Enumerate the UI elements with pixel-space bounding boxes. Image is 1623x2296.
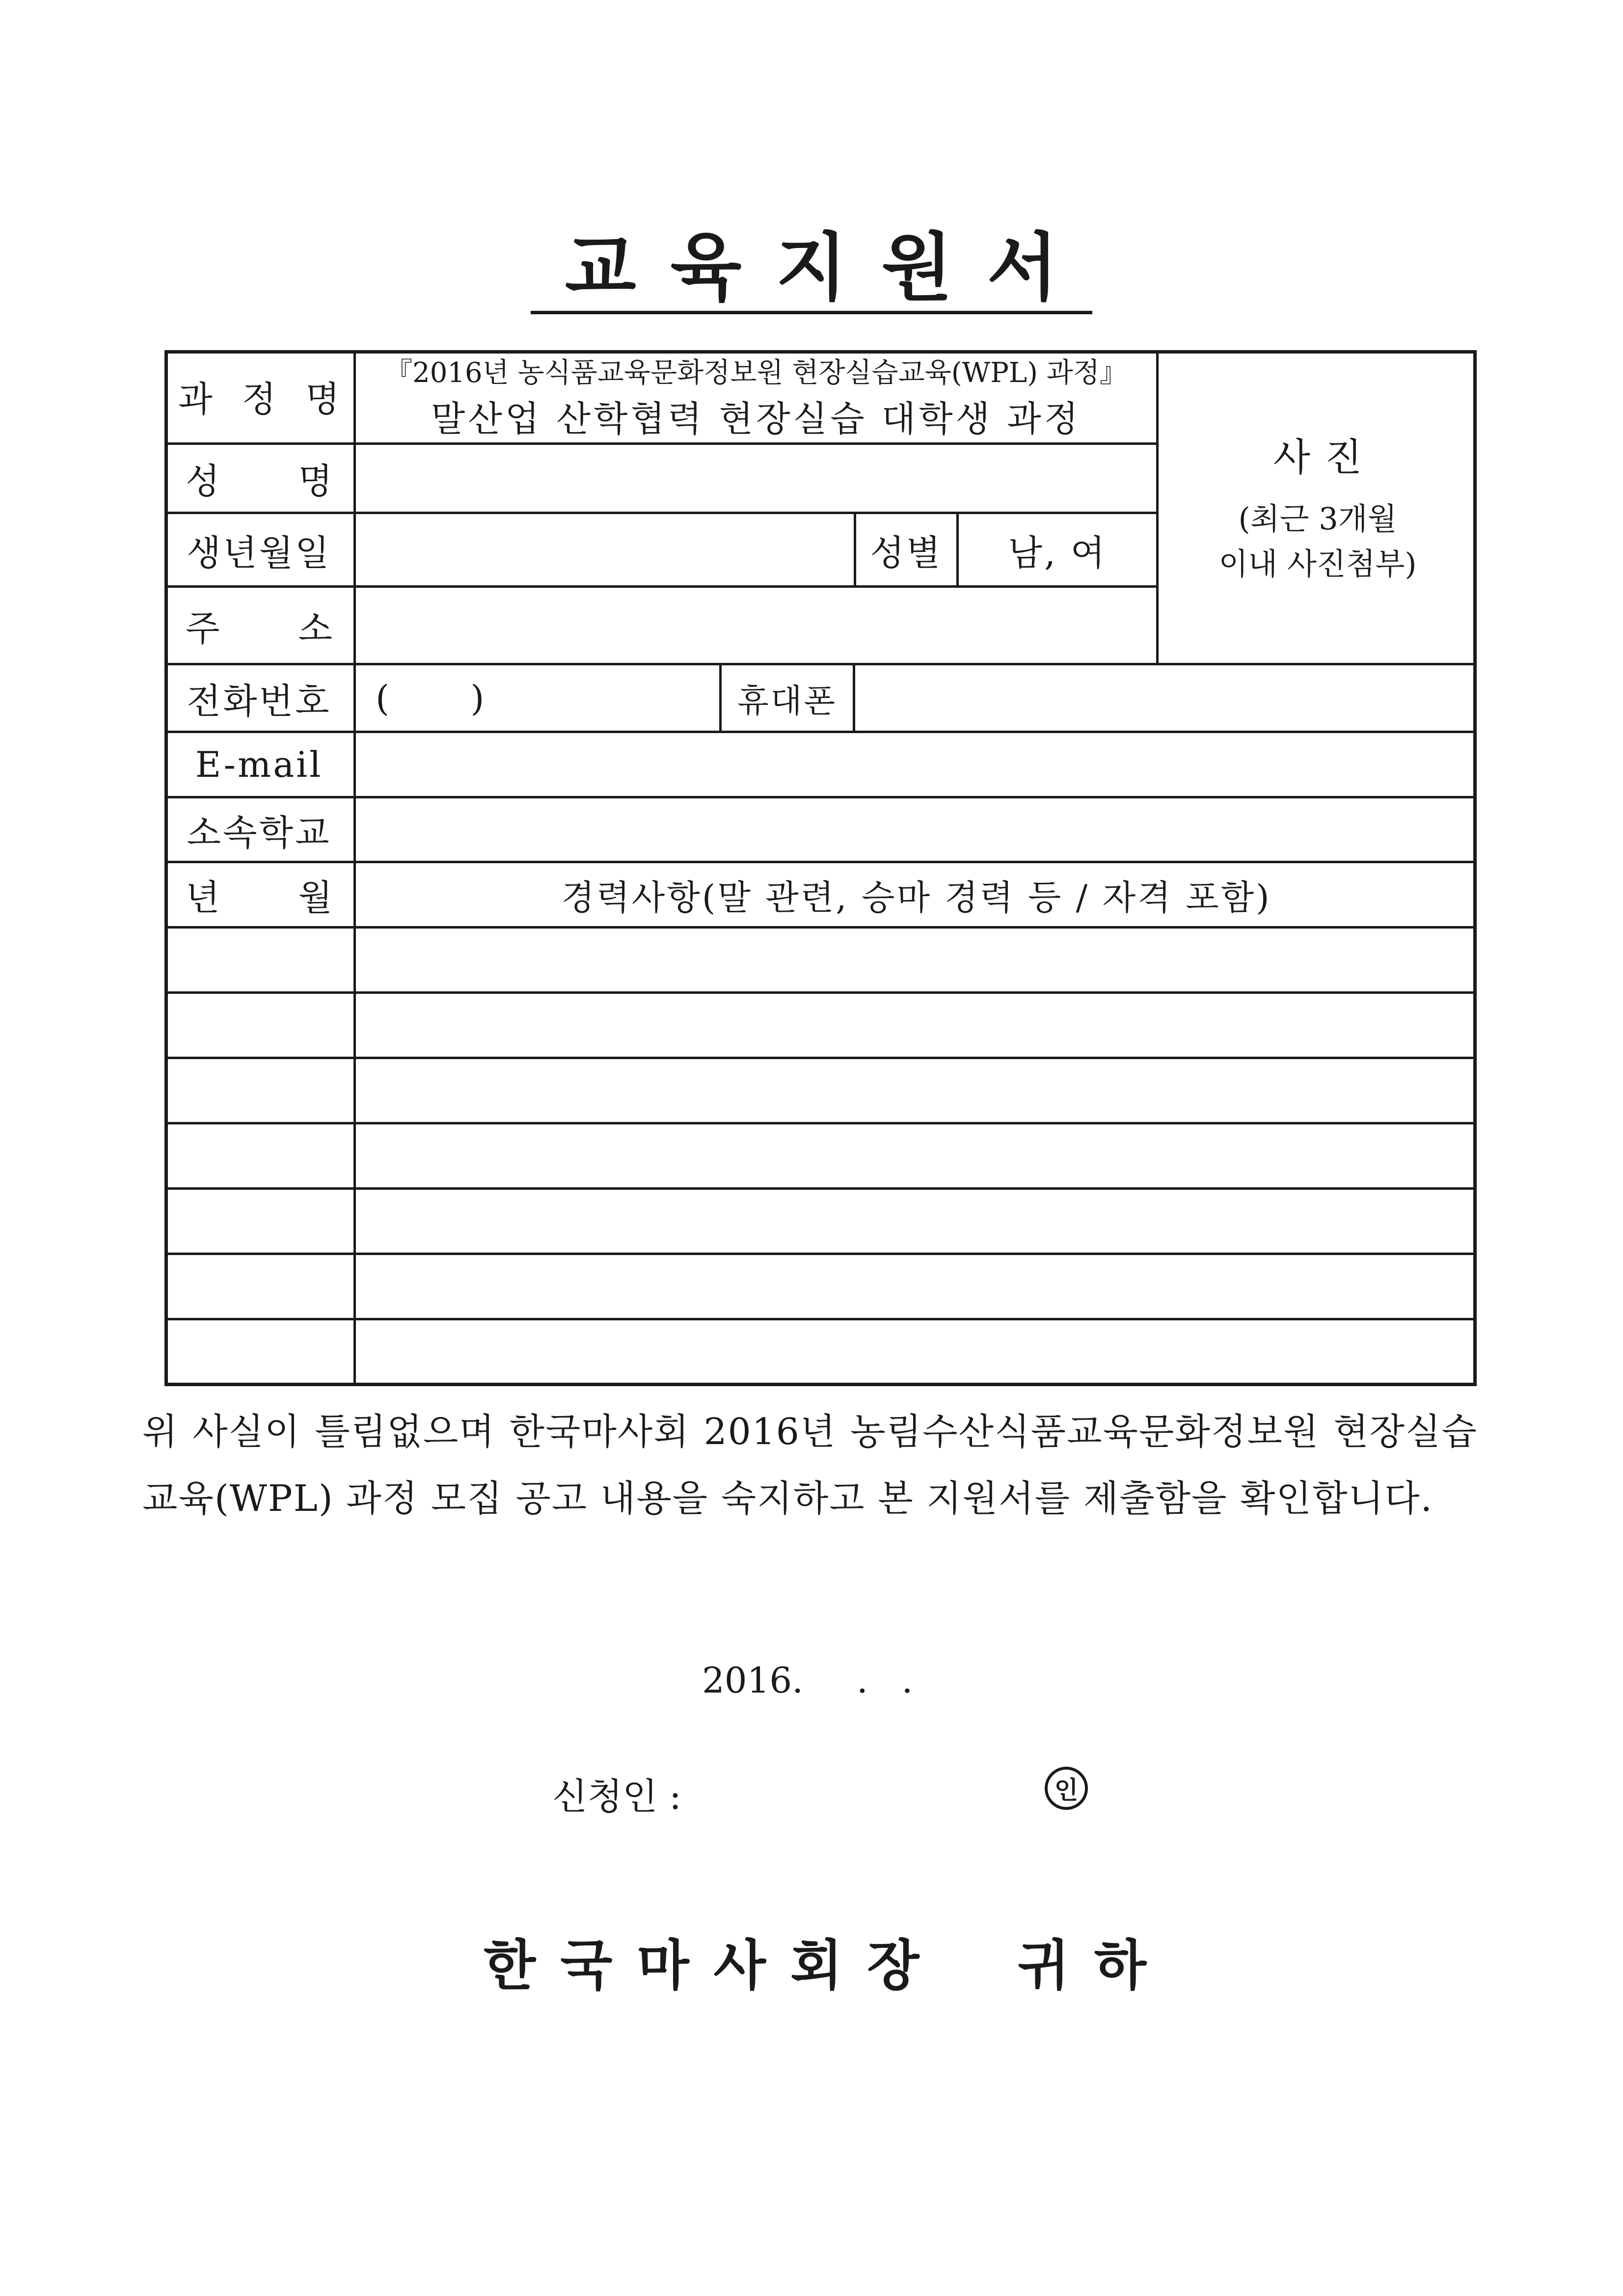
career-header: 경력사항(말 관련, 승마 경력 등 / 자격 포함) [561, 877, 1271, 918]
phone-label-cell [164, 665, 353, 731]
addressee-honorific: 귀하 [1017, 1934, 1171, 1997]
photo-title: 사진 [1273, 435, 1377, 480]
year-month-label: 년월 [185, 877, 411, 918]
phone-input-cell[interactable] [356, 665, 719, 731]
email-label: E-mail [195, 744, 323, 785]
career-date-cell[interactable] [164, 994, 353, 1057]
career-detail-cell[interactable] [356, 1190, 1477, 1253]
email-input-cell[interactable] [356, 733, 1477, 796]
career-date-cell[interactable] [164, 1320, 353, 1386]
gender-label-cell [856, 514, 956, 585]
gender-label: 성별 [870, 532, 943, 574]
course-name: 말산업 산학협력 현장실습 대학생 과정 [431, 398, 1082, 439]
career-header-cell [356, 863, 1477, 926]
application-form [164, 350, 1477, 1386]
career-detail-cell[interactable] [356, 1320, 1477, 1386]
addressee-org: 한국마사회장 [484, 1934, 944, 1997]
course-value-cell [356, 350, 1156, 442]
career-date-cell[interactable] [164, 1124, 353, 1187]
mobile-label: 휴대폰 [737, 682, 838, 720]
birth-label: 생년월일 [187, 532, 331, 574]
document-title [0, 224, 1623, 314]
course-program: 『2016년 농식품교육문화정보원 현장실습교육(WPL) 과정』 [385, 357, 1127, 389]
phone-label: 전화번호 [187, 680, 331, 722]
school-label: 소속학교 [187, 812, 331, 853]
career-detail-cell[interactable] [356, 1124, 1477, 1187]
course-label: 과정명 [178, 379, 369, 420]
gender-options[interactable]: 남, 여 [1008, 532, 1107, 574]
school-input-cell[interactable] [356, 798, 1477, 861]
name-input-cell[interactable] [356, 445, 1156, 512]
photo-box[interactable] [1159, 350, 1477, 663]
photo-note-line2: 이내 사진첨부) [1218, 546, 1417, 582]
photo-note-line1: (최근 3개월 [1238, 500, 1397, 537]
document-title-text: 교육지원서 [531, 228, 1093, 314]
addressee [484, 1922, 1171, 2000]
address-label: 주소 [185, 607, 411, 649]
career-detail-cell[interactable] [356, 1059, 1477, 1122]
school-label-cell [164, 798, 353, 861]
seal-mark[interactable]: 인 [1045, 1767, 1088, 1810]
career-detail-cell[interactable] [356, 994, 1477, 1057]
mobile-input-cell[interactable] [855, 665, 1477, 731]
application-date-blanks[interactable]: . . [857, 1660, 913, 1701]
year-month-label-cell [164, 863, 411, 926]
career-date-cell[interactable] [164, 1255, 353, 1318]
name-label: 성명 [185, 461, 411, 502]
career-detail-cell[interactable] [356, 1255, 1477, 1318]
address-label-cell [164, 588, 411, 663]
career-date-cell[interactable] [164, 1059, 353, 1122]
course-label-cell [164, 350, 369, 442]
career-detail-cell[interactable] [356, 929, 1477, 991]
mobile-label-cell [722, 665, 853, 731]
name-label-cell [164, 445, 411, 512]
phone-area-code: ( ) [376, 677, 487, 719]
birth-input-cell[interactable] [356, 514, 854, 585]
applicant-label: 신청인 : [552, 1776, 681, 1818]
career-date-cell[interactable] [164, 929, 353, 991]
gender-value-cell[interactable] [959, 514, 1156, 585]
birth-label-cell [164, 514, 353, 585]
email-label-cell [164, 733, 353, 796]
declaration-text: 위 사실이 틀림없으며 한국마사회 2016년 농림수산식품교육문화정보원 현장실습교육(WPL) 과정 모집 공고 내용을 숙지하고 본 지원서를 제출함을 확인합니다. [142, 1411, 1478, 1520]
address-input-cell[interactable] [356, 588, 1156, 663]
application-date: 2016. [702, 1660, 804, 1701]
career-date-cell[interactable] [164, 1190, 353, 1253]
